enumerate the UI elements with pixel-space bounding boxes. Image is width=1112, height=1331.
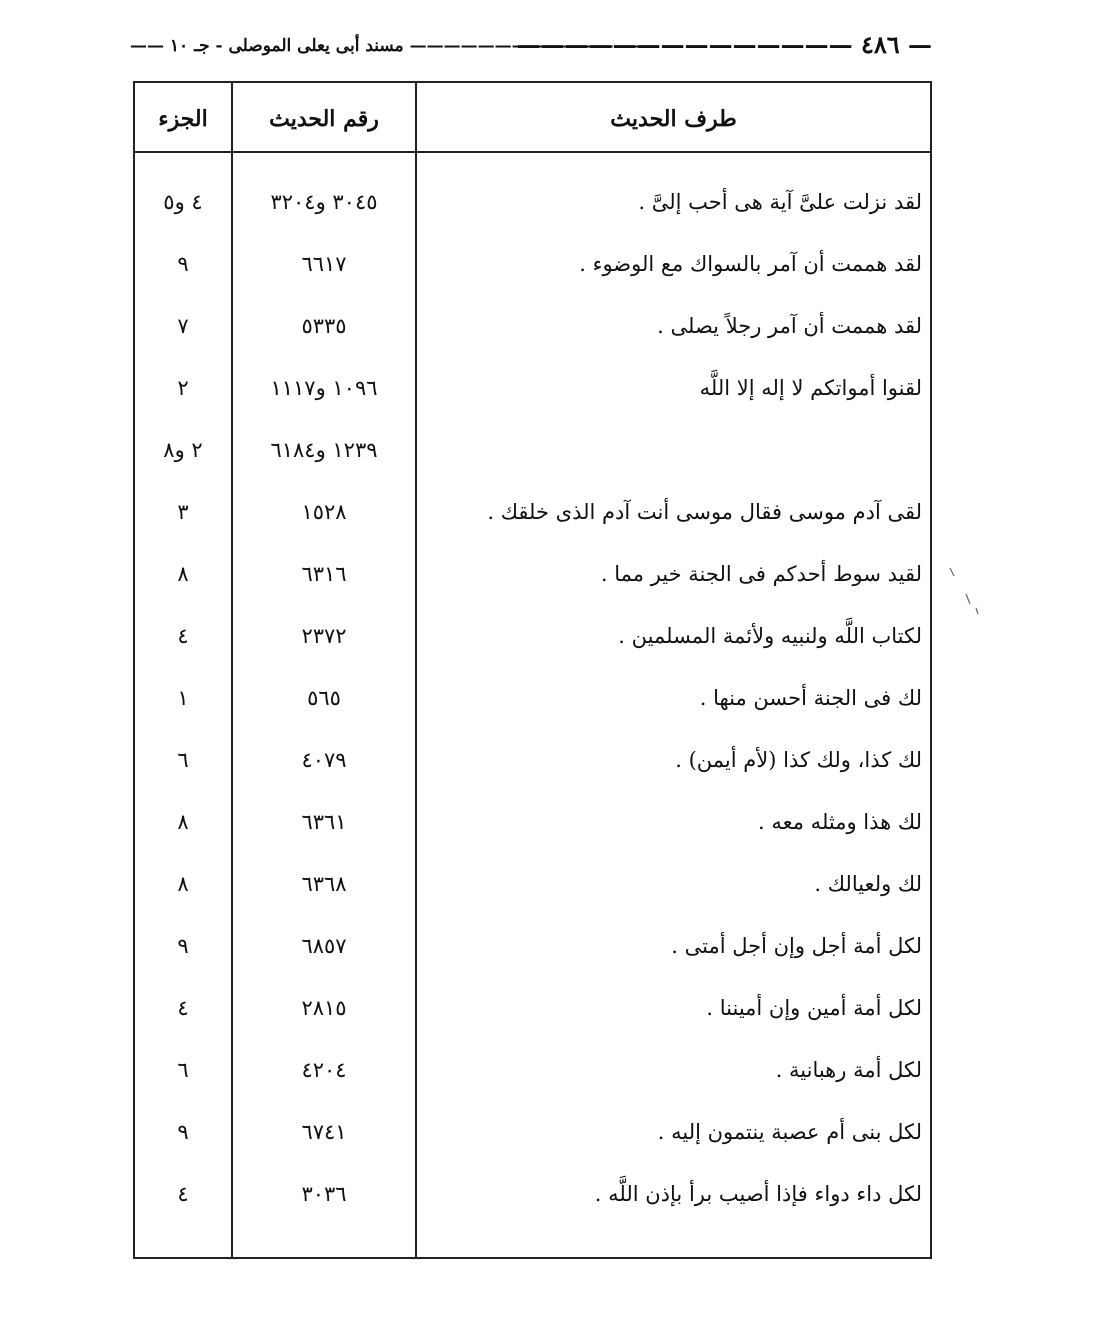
table-body	[135, 171, 930, 1225]
hadith-index-table	[133, 81, 932, 1259]
hadith-text-cell: لك كذا، ولك كذا (لأم أيمن) .	[675, 748, 922, 772]
volume-cell: ٦	[177, 1058, 189, 1082]
volume-cell: ٤ و٥	[163, 190, 203, 214]
hadith-text-cell: لكل أمة أمين وإن أميننا .	[706, 996, 922, 1020]
table-row	[135, 357, 930, 419]
column-header-volume: الجزء	[158, 106, 208, 132]
hadith-number-cell: ١٠٩٦ و١١١٧	[270, 376, 378, 400]
table-row	[135, 977, 930, 1039]
hadith-number-cell: ٦٣١٦	[301, 562, 347, 586]
hadith-number-cell: ١٢٣٩ و٦١٨٤	[270, 438, 378, 462]
hadith-number-cell: ٢٨١٥	[301, 996, 347, 1020]
hadith-number-cell: ٥٦٥	[307, 686, 341, 710]
table-row	[135, 1163, 930, 1225]
volume-cell: ٤	[177, 624, 189, 648]
hadith-text-cell: لكل أمة رهبانية .	[775, 1058, 922, 1082]
header-divider	[135, 151, 930, 153]
hadith-number-cell: ١٥٢٨	[301, 500, 347, 524]
table-row	[135, 729, 930, 791]
table-row	[135, 1039, 930, 1101]
hadith-text-cell: لك ولعيالك .	[814, 872, 922, 896]
table-row	[135, 543, 930, 605]
table-row	[135, 853, 930, 915]
volume-cell: ٩	[177, 1120, 189, 1144]
book-title: —————————————— مسند أبى يعلى الموصلى - جـ ١٠ ——	[130, 36, 648, 56]
table-row	[135, 171, 930, 233]
page-number: — ٤٨٦ ——————————————	[516, 30, 932, 59]
hadith-number-cell: ٢٣٧٢	[301, 624, 347, 648]
scan-margin-marks	[944, 560, 984, 620]
hadith-number-cell: ٤٢٠٤	[301, 1058, 347, 1082]
volume-cell: ٨	[177, 562, 189, 586]
hadith-text-cell: لقنوا أمواتكم لا إله إلا اللَّه	[699, 376, 922, 400]
hadith-number-cell: ٦٣٦٨	[301, 872, 347, 896]
volume-cell: ٣	[177, 500, 189, 524]
hadith-number-cell: ٦٦١٧	[301, 252, 347, 276]
hadith-text-cell: لقيد سوط أحدكم فى الجنة خير مما .	[600, 562, 922, 586]
table-row	[135, 1101, 930, 1163]
hadith-text-cell: لكل بنى أم عصبة ينتمون إليه .	[657, 1120, 922, 1144]
table-row	[135, 419, 930, 481]
hadith-text-cell: لك فى الجنة أحسن منها .	[699, 686, 922, 710]
volume-cell: ٤	[177, 1182, 189, 1206]
hadith-text-cell: لقى آدم موسى فقال موسى أنت آدم الذى خلقك .	[487, 500, 922, 524]
volume-cell: ٩	[177, 252, 189, 276]
hadith-number-cell: ٥٣٣٥	[301, 314, 347, 338]
hadith-text-cell: لقد هممت أن آمر رجلاً يصلى .	[657, 314, 922, 338]
volume-cell: ١	[177, 686, 189, 710]
hadith-text-cell: لقد نزلت علىَّ آية هى أحب إلىَّ .	[638, 190, 922, 214]
volume-cell: ٢ و٨	[163, 438, 203, 462]
page-header	[130, 30, 932, 60]
table-row	[135, 481, 930, 543]
volume-cell: ٩	[177, 934, 189, 958]
column-header-text: طرف الحديث	[610, 106, 737, 132]
volume-cell: ٦	[177, 748, 189, 772]
volume-cell: ٧	[177, 314, 189, 338]
table-row	[135, 667, 930, 729]
volume-cell: ٨	[177, 872, 189, 896]
hadith-number-cell: ٣٠٤٥ و٣٢٠٤	[270, 190, 378, 214]
hadith-number-cell: ٦٨٥٧	[301, 934, 347, 958]
hadith-number-cell: ٣٠٣٦	[301, 1182, 347, 1206]
hadith-text-cell: لقد هممت أن آمر بالسواك مع الوضوء .	[579, 252, 922, 276]
hadith-text-cell: لك هذا ومثله معه .	[758, 810, 922, 834]
hadith-text-cell: لكل داء دواء فإذا أصيب برأ بإذن اللَّه .	[594, 1182, 922, 1206]
table-row	[135, 915, 930, 977]
volume-cell: ٢	[177, 376, 189, 400]
hadith-number-cell: ٤٠٧٩	[301, 748, 347, 772]
hadith-number-cell: ٦٣٦١	[301, 810, 347, 834]
table-row	[135, 791, 930, 853]
table-row	[135, 605, 930, 667]
hadith-text-cell	[422, 419, 922, 481]
table-row	[135, 295, 930, 357]
volume-cell: ٤	[177, 996, 189, 1020]
hadith-text-cell: لكل أمة أجل وإن أجل أمتى .	[671, 934, 922, 958]
hadith-number-cell: ٦٧٤١	[301, 1120, 347, 1144]
column-header-number: رقم الحديث	[269, 106, 379, 132]
volume-cell: ٨	[177, 810, 189, 834]
hadith-text-cell: لكتاب اللَّه ولنبيه ولأئمة المسلمين .	[618, 624, 922, 648]
table-row	[135, 233, 930, 295]
